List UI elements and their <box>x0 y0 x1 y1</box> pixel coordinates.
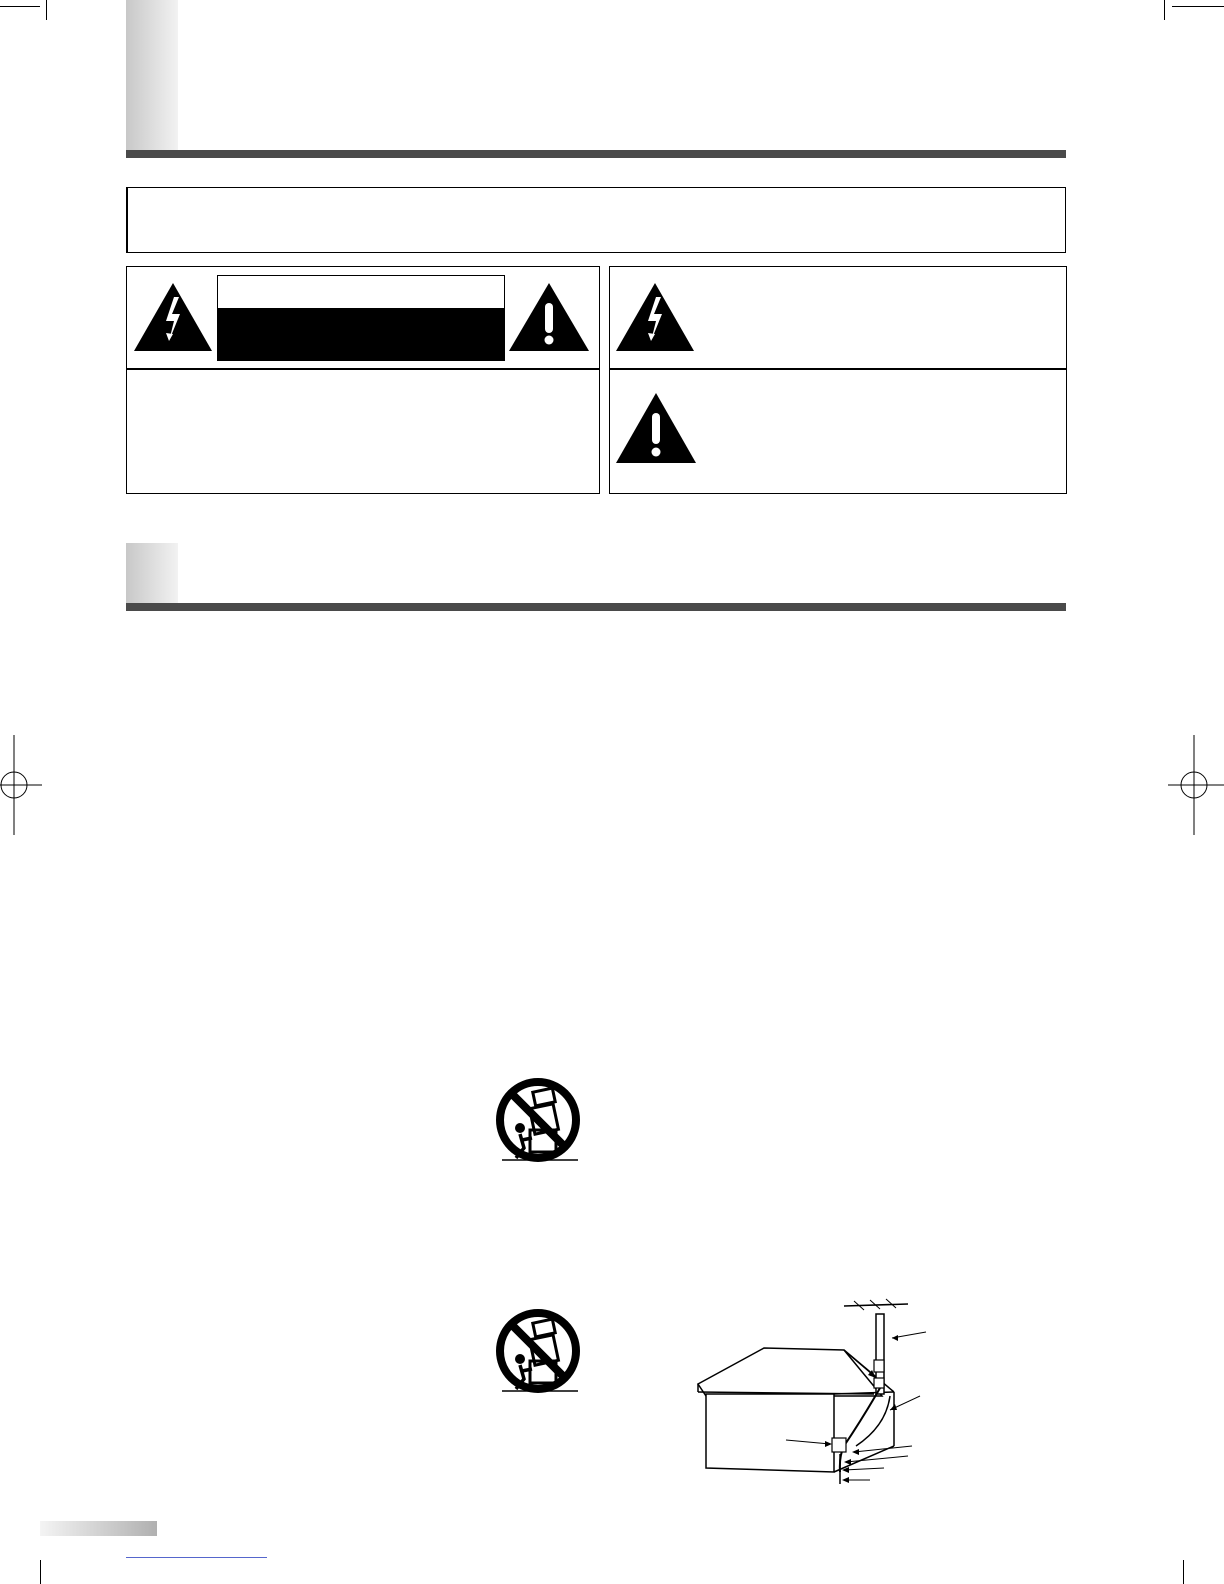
crop-mark-top-right-v <box>1164 0 1165 20</box>
crop-mark-bottom-left-v <box>40 1560 41 1584</box>
registration-mark-icon <box>0 735 44 835</box>
no-cart-tipover-icon <box>496 1309 582 1397</box>
crop-mark-bottom-right-v <box>1183 1560 1184 1584</box>
section-header-block-2 <box>126 543 178 603</box>
caution-panel-left <box>126 266 600 494</box>
caution-panel-right-divider <box>610 368 1066 370</box>
registration-mark-icon <box>1168 735 1224 835</box>
footer-page-tab <box>40 1521 157 1536</box>
section-header-rule-2 <box>126 603 1066 611</box>
footer-rule <box>126 1557 267 1558</box>
crop-mark-top-left-h <box>0 6 40 7</box>
section-header-block-1 <box>126 0 178 150</box>
antenna-grounding-diagram <box>694 1296 944 1492</box>
caution-label-box <box>217 275 505 361</box>
lightning-warning-icon <box>614 281 696 353</box>
exclamation-warning-icon <box>614 391 698 465</box>
lightning-warning-icon <box>132 281 214 353</box>
exclamation-warning-icon <box>507 281 591 353</box>
caution-panel-right <box>609 266 1067 494</box>
crop-mark-top-right-h <box>1172 6 1224 7</box>
caution-panel-left-divider <box>127 368 599 370</box>
notice-box <box>126 187 1066 253</box>
no-cart-tipover-icon <box>496 1078 582 1166</box>
caution-label-dark-band <box>218 308 504 360</box>
crop-mark-top-left-v <box>46 0 47 20</box>
section-header-rule-1 <box>126 150 1066 158</box>
